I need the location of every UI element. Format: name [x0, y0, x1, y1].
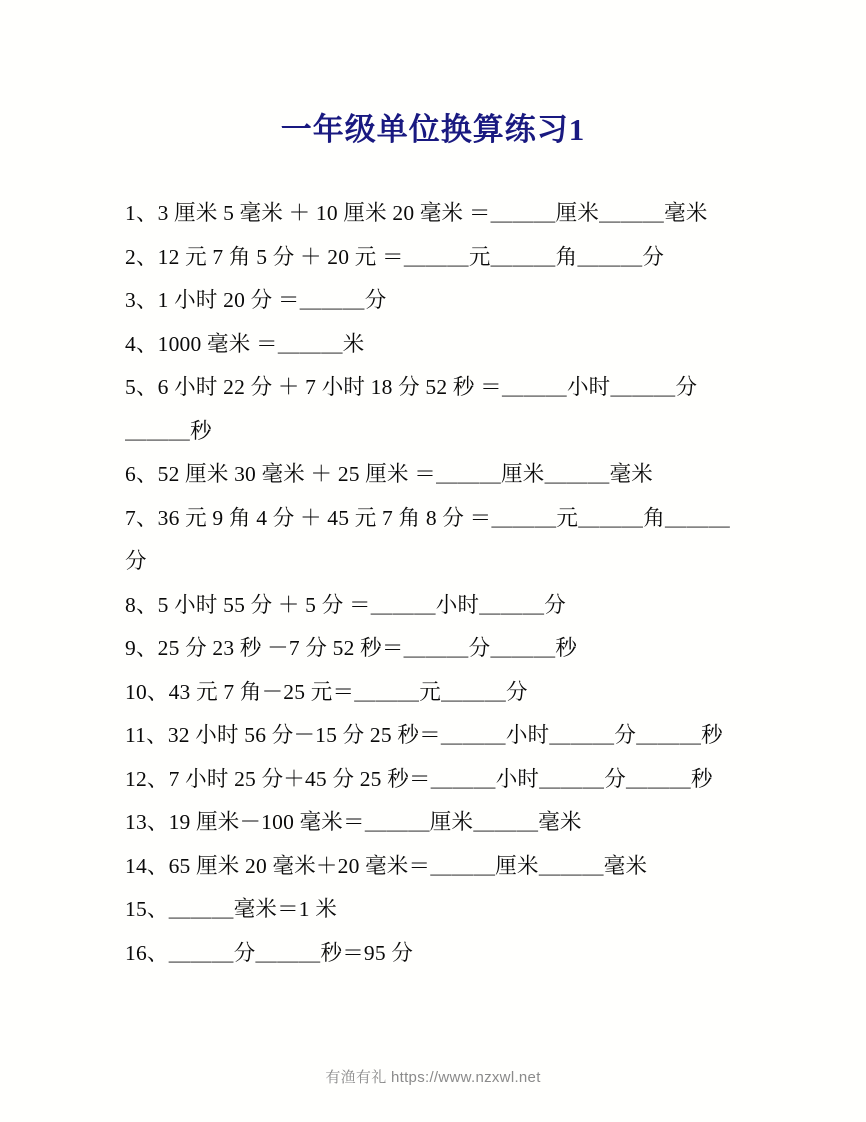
problem-text: 6 小时 22 分 ＋ 7 小时 18 分 52 秒 ＝＿＿＿小时＿＿＿分 — [157, 375, 698, 399]
problem-item — [125, 584, 765, 628]
problem-text: 36 元 9 角 4 分 ＋ 45 元 7 角 8 分 ＝＿＿＿元＿＿＿角＿＿＿ — [157, 505, 731, 530]
footer-watermark: 有渔有礼 https://www.nzxwl.net — [325, 1069, 541, 1086]
problem-text: 1 小时 20 分 ＝＿＿＿分 — [157, 288, 387, 312]
problem-number: 13、 — [125, 810, 169, 834]
problem-item — [125, 236, 765, 280]
problem-number: 6、 — [125, 462, 158, 486]
problem-item — [125, 801, 765, 845]
problem-text: 43 元 7 角－25 元＝＿＿＿元＿＿＿分 — [168, 679, 528, 704]
problem-item — [125, 366, 765, 453]
problem-item — [125, 323, 765, 367]
problem-number: 12、 — [125, 766, 169, 791]
problem-item — [125, 888, 765, 932]
problem-list — [125, 192, 765, 975]
problem-number: 16、 — [125, 940, 169, 965]
problem-item — [125, 758, 765, 802]
problem-number: 1、 — [125, 201, 158, 225]
page-title: 一年级单位换算练习1 — [280, 112, 586, 147]
problem-text: 1000 毫米 ＝＿＿＿米 — [157, 331, 365, 356]
problem-item — [125, 671, 765, 715]
problem-text: 19 厘米－100 毫米＝＿＿＿厘米＿＿＿毫米 — [168, 810, 582, 834]
problem-item — [125, 279, 765, 323]
problem-number: 15、 — [125, 897, 169, 921]
problem-text-continuation: ＿＿＿秒 — [125, 418, 212, 443]
problem-text: ＿＿＿毫米＝1 米 — [168, 897, 338, 921]
problem-number: 7、 — [125, 505, 158, 530]
problem-text: ＿＿＿分＿＿＿秒＝95 分 — [168, 940, 414, 965]
problem-number: 8、 — [125, 592, 158, 617]
problem-item — [125, 714, 765, 758]
problem-number: 5、 — [125, 375, 158, 399]
problem-text: 32 小时 56 分－15 分 25 秒＝＿＿＿小时＿＿＿分＿＿＿秒 — [167, 723, 723, 747]
problem-item — [125, 453, 765, 497]
problem-text: 12 元 7 角 5 分 ＋ 20 元 ＝＿＿＿元＿＿＿角＿＿＿分 — [157, 244, 665, 269]
problem-item — [125, 627, 765, 671]
problem-item — [125, 497, 765, 584]
problem-number: 11、 — [125, 723, 168, 747]
problem-text: 52 厘米 30 毫米 ＋ 25 厘米 ＝＿＿＿厘米＿＿＿毫米 — [157, 462, 653, 486]
problem-number: 14、 — [125, 853, 169, 878]
problem-text: 65 厘米 20 毫米＋20 毫米＝＿＿＿厘米＿＿＿毫米 — [168, 853, 648, 878]
problem-text: 25 分 23 秒 －7 分 52 秒＝＿＿＿分＿＿＿秒 — [157, 636, 578, 660]
problem-text: 7 小时 25 分＋45 分 25 秒＝＿＿＿小时＿＿＿分＿＿＿秒 — [168, 766, 713, 791]
problem-number: 2、 — [125, 244, 158, 269]
problem-number: 9、 — [125, 636, 158, 660]
problem-text: 3 厘米 5 毫米 ＋ 10 厘米 20 毫米 ＝＿＿＿厘米＿＿＿毫米 — [157, 201, 708, 225]
problem-text-continuation: 分 — [125, 549, 147, 573]
problem-number: 10、 — [125, 679, 169, 704]
problem-text: 5 小时 55 分 ＋ 5 分 ＝＿＿＿小时＿＿＿分 — [157, 592, 566, 617]
problem-item — [125, 932, 765, 976]
problem-number: 4、 — [125, 331, 158, 356]
problem-number: 3、 — [125, 288, 158, 312]
problem-item — [125, 192, 765, 236]
problem-item — [125, 845, 765, 889]
